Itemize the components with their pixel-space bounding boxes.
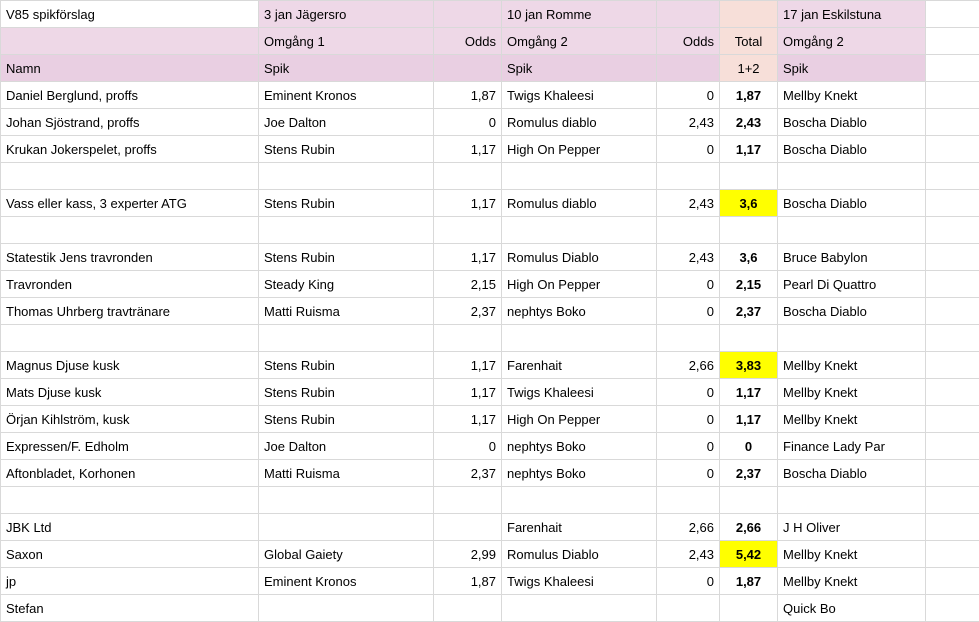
row-spik2: Twigs Khaleesi [502, 568, 657, 595]
tail-cell-omgang [926, 28, 979, 55]
row-spik3: Mellby Knekt [778, 379, 926, 406]
row-namn: Magnus Djuse kusk [1, 352, 259, 379]
row-spik3 [778, 217, 926, 244]
row-odds1 [434, 487, 502, 514]
row-spik3: Boscha Diablo [778, 109, 926, 136]
row-spik1: Stens Rubin [259, 190, 434, 217]
row-namn: Aftonbladet, Korhonen [1, 460, 259, 487]
row-odds1: 2,37 [434, 460, 502, 487]
row-odds1 [434, 595, 502, 622]
row-spik3: Boscha Diablo [778, 190, 926, 217]
row-spik1 [259, 487, 434, 514]
row-odds1: 0 [434, 109, 502, 136]
row-total [720, 487, 778, 514]
table-row [1, 595, 979, 622]
row-namn: Stefan [1, 595, 259, 622]
header-odds2b [657, 55, 720, 82]
row-spik3 [778, 163, 926, 190]
row-odds1: 1,17 [434, 352, 502, 379]
row-spik2: Farenhait [502, 514, 657, 541]
row-tail [926, 217, 979, 244]
row-namn: Vass eller kass, 3 experter ATG [1, 190, 259, 217]
row-namn: Statestik Jens travronden [1, 244, 259, 271]
row-spik3 [778, 487, 926, 514]
row-tail [926, 298, 979, 325]
header-spik3: Spik [778, 55, 926, 82]
row-spik3: Mellby Knekt [778, 82, 926, 109]
row-odds2: 2,43 [657, 541, 720, 568]
table-row [1, 298, 979, 325]
row-namn: Mats Djuse kusk [1, 379, 259, 406]
row-odds1: 1,87 [434, 568, 502, 595]
header-odds1b [434, 55, 502, 82]
row-spik1 [259, 514, 434, 541]
row-namn [1, 325, 259, 352]
table-row [1, 352, 979, 379]
row-total: 2,37 [720, 298, 778, 325]
row-spik1: Matti Ruisma [259, 460, 434, 487]
row-odds2: 0 [657, 460, 720, 487]
table-row [1, 433, 979, 460]
total-spacer-top [720, 1, 778, 28]
table-row [1, 244, 979, 271]
row-odds1: 2,37 [434, 298, 502, 325]
row-spik3: Boscha Diablo [778, 460, 926, 487]
row-odds1: 1,17 [434, 136, 502, 163]
row-spik2: Twigs Khaleesi [502, 379, 657, 406]
row-spik3: J H Oliver [778, 514, 926, 541]
table-row [1, 568, 979, 595]
sheet-title: V85 spikförslag [1, 1, 259, 28]
row-odds1 [434, 163, 502, 190]
row-tail [926, 568, 979, 595]
meet1-label: 3 jan Jägersro [259, 1, 434, 28]
row-total: 1,17 [720, 136, 778, 163]
row-total [720, 325, 778, 352]
table-row [1, 406, 979, 433]
row-spik1: Matti Ruisma [259, 298, 434, 325]
row-odds1: 1,17 [434, 244, 502, 271]
row-tail [926, 190, 979, 217]
row-spik1: Eminent Kronos [259, 568, 434, 595]
row-spik1: Joe Dalton [259, 109, 434, 136]
row-odds1: 1,17 [434, 190, 502, 217]
row-spik1: Stens Rubin [259, 406, 434, 433]
row-odds1: 1,17 [434, 406, 502, 433]
row-spik1: Stens Rubin [259, 352, 434, 379]
row-namn: Daniel Berglund, proffs [1, 82, 259, 109]
row-spik2 [502, 595, 657, 622]
row-tail [926, 244, 979, 271]
row-tail [926, 460, 979, 487]
meet1-spacer [434, 1, 502, 28]
row-spik3: Boscha Diablo [778, 298, 926, 325]
row-tail [926, 406, 979, 433]
row-odds2 [657, 487, 720, 514]
table-row [1, 109, 979, 136]
row-tail [926, 109, 979, 136]
row-tail [926, 595, 979, 622]
row-spik2: High On Pepper [502, 406, 657, 433]
row-odds2: 0 [657, 433, 720, 460]
header-row-namn [1, 55, 979, 82]
row-total-highlight: 3,83 [720, 352, 778, 379]
row-spik2: nephtys Boko [502, 433, 657, 460]
row-tail [926, 82, 979, 109]
row-spik2: High On Pepper [502, 271, 657, 298]
row-total: 2,15 [720, 271, 778, 298]
row-odds2: 0 [657, 136, 720, 163]
row-odds2: 0 [657, 271, 720, 298]
table-row [1, 460, 979, 487]
row-spik2 [502, 163, 657, 190]
header-spik1: Spik [259, 55, 434, 82]
row-odds2: 0 [657, 82, 720, 109]
table-row-spacer [1, 325, 979, 352]
meet2-label: 10 jan Romme [502, 1, 657, 28]
row-total-highlight: 5,42 [720, 541, 778, 568]
row-odds1 [434, 217, 502, 244]
row-spik1 [259, 217, 434, 244]
row-total [720, 217, 778, 244]
row-spik2: Romulus diablo [502, 190, 657, 217]
row-spik2 [502, 217, 657, 244]
header-total-sum: 1+2 [720, 55, 778, 82]
tail-cell-namn [926, 55, 979, 82]
tail-cell-top [926, 1, 979, 28]
row-tail [926, 271, 979, 298]
row-spik2: High On Pepper [502, 136, 657, 163]
row-odds2: 2,43 [657, 109, 720, 136]
row-tail [926, 325, 979, 352]
meet2-spacer [657, 1, 720, 28]
row-total: 1,17 [720, 406, 778, 433]
row-total: 3,6 [720, 244, 778, 271]
row-tail [926, 433, 979, 460]
row-spik3: Quick Bo [778, 595, 926, 622]
row-spik3: Mellby Knekt [778, 568, 926, 595]
row-odds2: 0 [657, 406, 720, 433]
row-odds2: 2,43 [657, 244, 720, 271]
row-spik2: Romulus Diablo [502, 244, 657, 271]
table-row-spacer [1, 487, 979, 514]
row-total: 2,43 [720, 109, 778, 136]
row-spik2 [502, 325, 657, 352]
row-odds2: 2,66 [657, 514, 720, 541]
row-spik1: Global Gaiety [259, 541, 434, 568]
table-row [1, 271, 979, 298]
header-omgang1: Omgång 1 [259, 28, 434, 55]
row-spik2: nephtys Boko [502, 298, 657, 325]
row-spik3: Pearl Di Quattro [778, 271, 926, 298]
row-namn: Johan Sjöstrand, proffs [1, 109, 259, 136]
row-spik1: Eminent Kronos [259, 82, 434, 109]
row-namn: Saxon [1, 541, 259, 568]
row-namn [1, 487, 259, 514]
row-odds2: 2,66 [657, 352, 720, 379]
row-namn: Travronden [1, 271, 259, 298]
row-spik2: Twigs Khaleesi [502, 82, 657, 109]
row-tail [926, 163, 979, 190]
table-row [1, 514, 979, 541]
row-odds2: 0 [657, 568, 720, 595]
row-spik3: Mellby Knekt [778, 352, 926, 379]
row-total: 2,66 [720, 514, 778, 541]
row-spik1: Stens Rubin [259, 244, 434, 271]
meet3-label: 17 jan Eskilstuna [778, 1, 926, 28]
row-spik1 [259, 163, 434, 190]
row-spik1: Stens Rubin [259, 379, 434, 406]
row-tail [926, 487, 979, 514]
row-spik2: Romulus Diablo [502, 541, 657, 568]
row-total: 0 [720, 433, 778, 460]
header-total: Total [720, 28, 778, 55]
row-tail [926, 514, 979, 541]
row-spik1 [259, 595, 434, 622]
row-tail [926, 379, 979, 406]
row-odds2: 0 [657, 298, 720, 325]
row-odds2 [657, 325, 720, 352]
table-row [1, 136, 979, 163]
row-odds1: 1,17 [434, 379, 502, 406]
row-total: 2,37 [720, 460, 778, 487]
row-total: 1,87 [720, 568, 778, 595]
row-odds2 [657, 217, 720, 244]
row-spik1: Steady King [259, 271, 434, 298]
header-namn: Namn [1, 55, 259, 82]
row-namn: JBK Ltd [1, 514, 259, 541]
row-odds2: 2,43 [657, 190, 720, 217]
row-spik3 [778, 325, 926, 352]
row-odds1: 1,87 [434, 82, 502, 109]
row-namn: Krukan Jokerspelet, proffs [1, 136, 259, 163]
row-total [720, 595, 778, 622]
table-row [1, 541, 979, 568]
row-spik2: Romulus diablo [502, 109, 657, 136]
row-namn [1, 217, 259, 244]
row-odds1: 0 [434, 433, 502, 460]
header-odds1: Odds [434, 28, 502, 55]
header-row-omgang [1, 28, 979, 55]
table-row-spacer [1, 163, 979, 190]
table-row [1, 82, 979, 109]
row-spik3: Finance Lady Par [778, 433, 926, 460]
row-odds2: 0 [657, 379, 720, 406]
row-odds2 [657, 163, 720, 190]
row-namn: Thomas Uhrberg travtränare [1, 298, 259, 325]
row-odds1: 2,15 [434, 271, 502, 298]
row-odds1: 2,99 [434, 541, 502, 568]
row-spik2: nephtys Boko [502, 460, 657, 487]
row-spik2 [502, 487, 657, 514]
row-namn [1, 163, 259, 190]
row-spik1: Stens Rubin [259, 136, 434, 163]
row-spik3: Boscha Diablo [778, 136, 926, 163]
row-namn: Örjan Kihlström, kusk [1, 406, 259, 433]
table-row [1, 379, 979, 406]
header-omgang2b: Omgång 2 [778, 28, 926, 55]
header-omgang2: Omgång 2 [502, 28, 657, 55]
row-spik3: Bruce Babylon [778, 244, 926, 271]
row-spik1 [259, 325, 434, 352]
header-odds2: Odds [657, 28, 720, 55]
table-row-spacer [1, 217, 979, 244]
row-total-highlight: 3,6 [720, 190, 778, 217]
row-namn: jp [1, 568, 259, 595]
row-total [720, 163, 778, 190]
row-tail [926, 352, 979, 379]
row-namn: Expressen/F. Edholm [1, 433, 259, 460]
row-spik2: Farenhait [502, 352, 657, 379]
header-spik2: Spik [502, 55, 657, 82]
row-total: 1,17 [720, 379, 778, 406]
row-odds1 [434, 325, 502, 352]
row-tail [926, 541, 979, 568]
row-odds2 [657, 595, 720, 622]
row-spik3: Mellby Knekt [778, 406, 926, 433]
row-tail [926, 136, 979, 163]
row-odds1 [434, 514, 502, 541]
table-row [1, 190, 979, 217]
header-blank [1, 28, 259, 55]
header-row-meets [1, 1, 979, 28]
row-spik3: Mellby Knekt [778, 541, 926, 568]
row-total: 1,87 [720, 82, 778, 109]
row-spik1: Joe Dalton [259, 433, 434, 460]
